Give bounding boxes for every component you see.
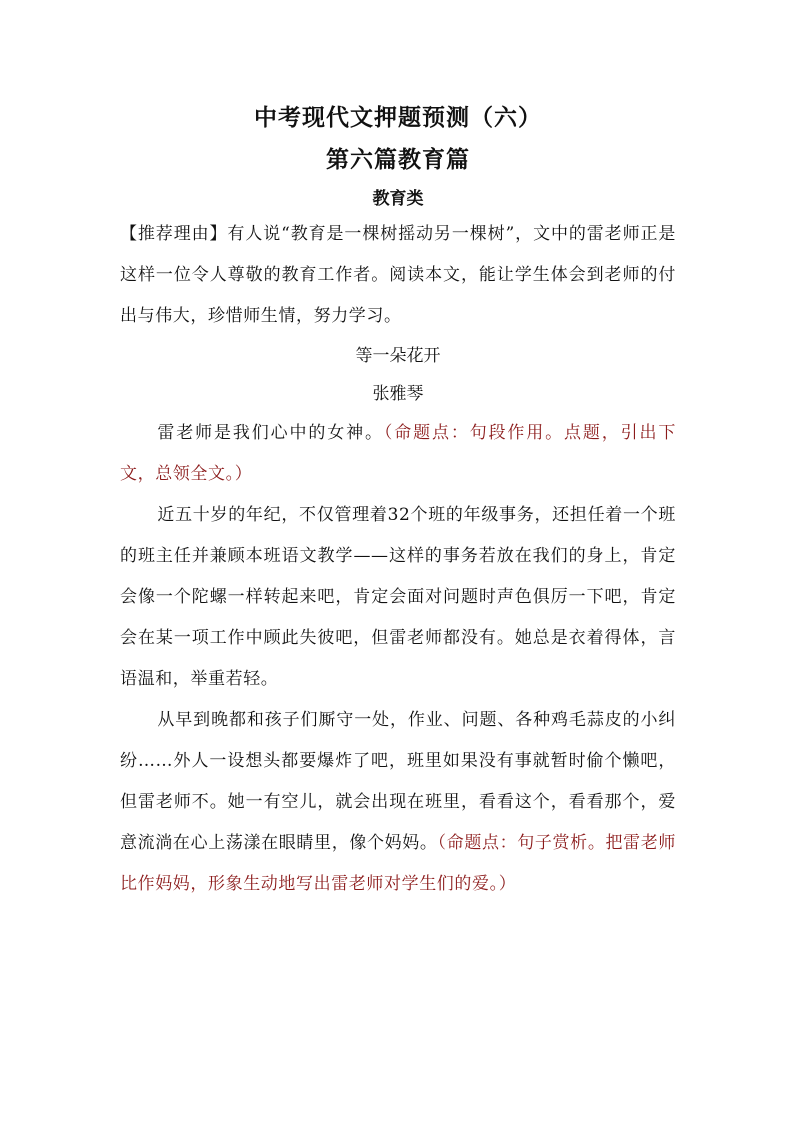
paragraph-3: [120, 700, 676, 905]
paragraph-3-note: （命题点：句子赏析。把雷老师比作妈妈，形象生动地写出雷老师对学生们的爱。）: [120, 833, 676, 894]
paragraph-1-note: （命题点：句段作用。点题，引出下文，总领全文。）: [120, 423, 676, 484]
recommend-paragraph: 【推荐理由】有人说“教育是一棵树摇动另一棵树”，文中的雷老师正是这样一位令人尊敬的教育工作者。阅读本文，能让学生体会到老师的付出与伟大，珍惜师生情，努力学习。: [120, 224, 676, 326]
paragraph-3-text: 从早到晚都和孩子们厮守一处，作业、问题、各种鸡毛蒜皮的小纠纷……外人一设想头都要爆炸了吧，班里如果没有事就暂时偷个懒吧，但雷老师不。她一有空儿，就会出现在班里，看看这个，看看那个，爱意流淌在心上荡漾在眼睛里，像个妈妈。: [120, 710, 676, 853]
document-subtitle: 第六篇教育篇: [326, 146, 470, 173]
category-label: 教育类: [372, 189, 424, 209]
document-title: 中考现代文押题预测（六）: [254, 104, 542, 131]
paragraph-2: 近五十岁的年纪，不仅管理着32个班的年级事务，还担任着一个班的班主任并兼顾本班语文教学——这样的事务若放在我们的身上，肯定会像一个陀螺一样转起来吧，肯定会面对问题时声色俱厉一下吧，肯定会在某一项工作中顾此失彼吧，但雷老师都没有。她总是衣着得体，言语温和，举重若轻。: [120, 505, 676, 689]
paragraph-1: [120, 413, 676, 495]
article-title: 等一朵花开: [355, 346, 441, 366]
paragraph-1-text: 雷老师是我们心中的女神。: [157, 423, 384, 443]
article-author: 张雅琴: [372, 384, 424, 404]
document-page: [120, 100, 676, 905]
